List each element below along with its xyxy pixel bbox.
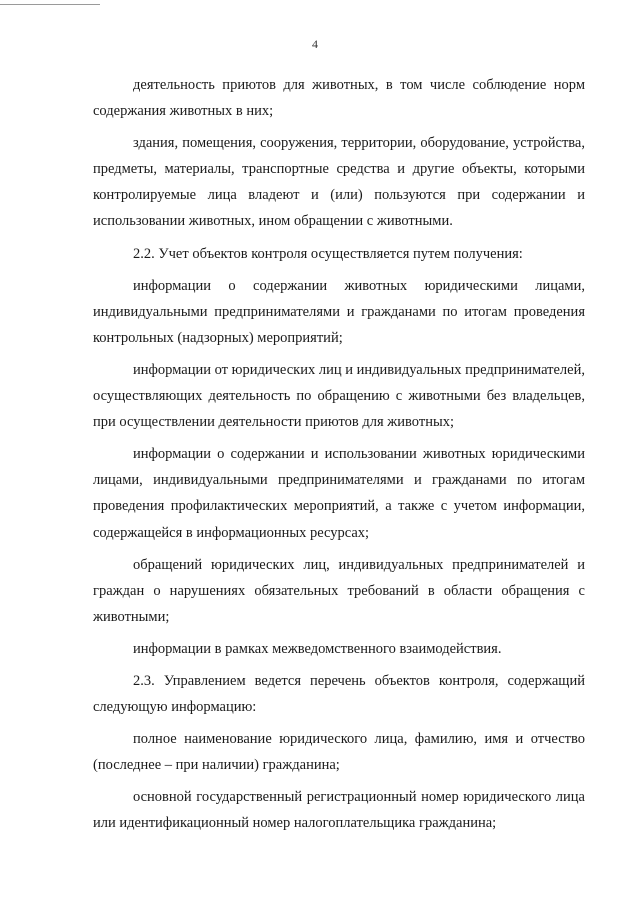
page-number: 4 xyxy=(312,37,318,51)
paragraph-2-3-heading: 2.3. Управлением ведется перечень объектов контроля, содержащий следующую информацию: xyxy=(93,672,585,716)
paragraph-info-control-events: информации о содержании животных юридическими лицами, индивидуальными предпринимателями и гражданами по итогам проведения контрольных (надзорных) мероприятий; xyxy=(93,277,585,346)
paragraph-info-entrepreneurs: информации от юридических лиц и индивидуальных предпринимателей, осуществляющих деятельность по обращению с животными без владельцев, при осуществлении деятельности приютов для животных; xyxy=(93,361,585,431)
paragraph-shelter-activity: деятельность приютов для животных, в том числе соблюдение норм содержания животных в них; xyxy=(93,77,585,120)
paragraph-full-name: полное наименование юридического лица, фамилию, имя и отчество (последнее – при наличии) гражданина; xyxy=(93,731,585,774)
paragraph-buildings-objects: здания, помещения, сооружения, территории, оборудование, устройства, предметы, материалы, транспортные средства и другие объекты, которыми контролируемые лица владеют и (или) пользуются при содержании и использовании животных, ином обращении с животными. xyxy=(93,135,585,230)
paragraph-interagency: информации в рамках межведомственного взаимодействия. xyxy=(133,640,502,657)
paragraph-registration-number: основной государственный регистрационный номер юридического лица или идентификационный номер налогоплательщика гражданина; xyxy=(93,789,585,832)
document-body xyxy=(93,72,585,837)
scan-edge-line xyxy=(0,4,100,5)
paragraph-info-preventive-events: информации о содержании и использовании животных юридическими лицами, индивидуальными предпринимателями и гражданами по итогам проведения профилактических мероприятий, а также с учетом информации, содержащейся в информационных ресурсах; xyxy=(93,446,585,541)
paragraph-complaints: обращений юридических лиц, индивидуальных предпринимателей и граждан о нарушениях обязательных требований в области обращения с животными; xyxy=(93,556,585,625)
paragraph-2-2-heading: 2.2. Учет объектов контроля осуществляется путем получения: xyxy=(133,245,523,262)
